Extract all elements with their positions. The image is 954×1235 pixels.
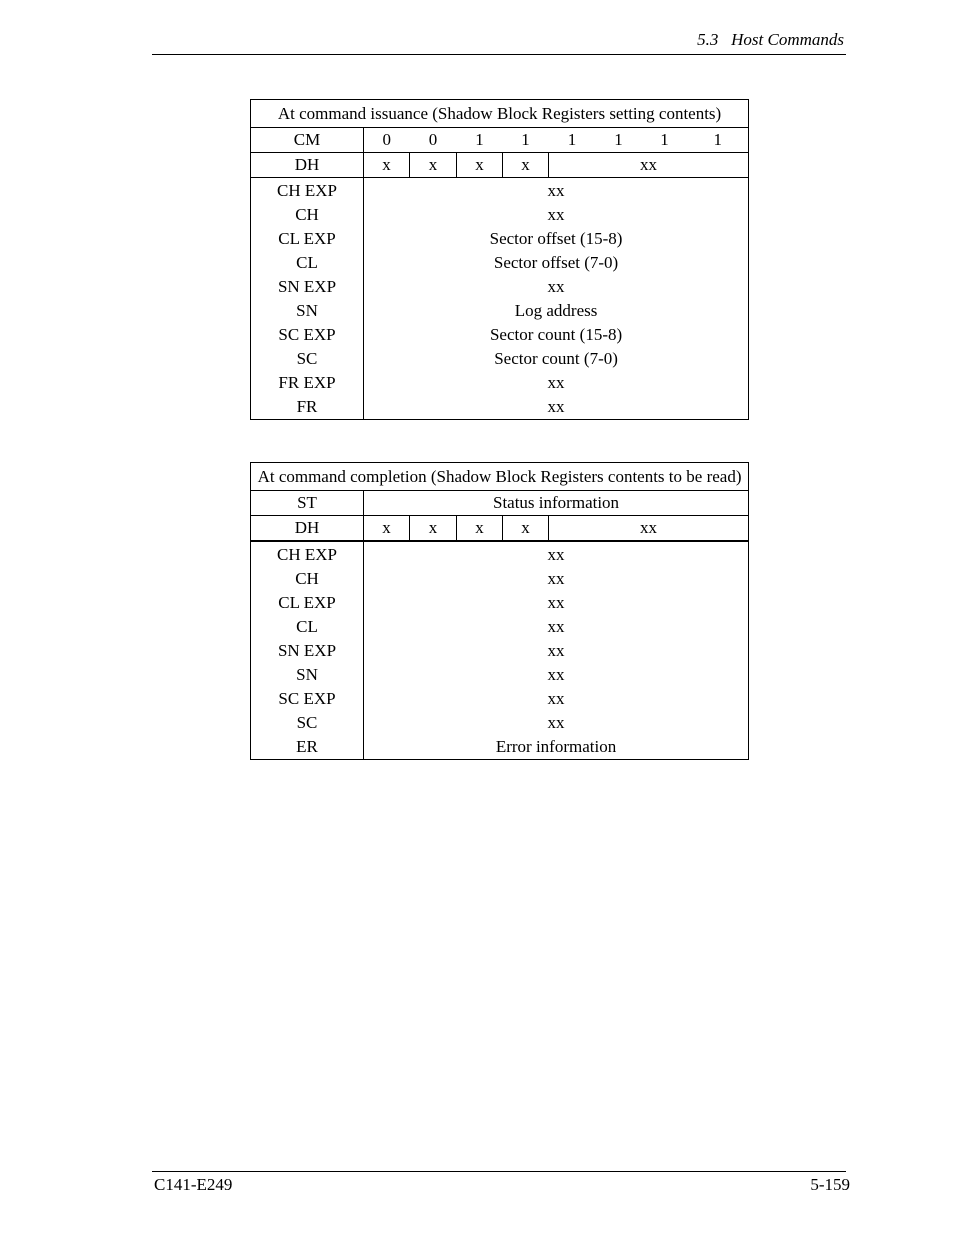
register-label: SN: [251, 663, 364, 687]
bit-value: 1: [596, 128, 642, 153]
table-caption: At command completion (Shadow Block Registers contents to be read): [251, 463, 749, 491]
bit-group-value: xx: [549, 516, 749, 542]
bit-value: x: [457, 516, 503, 542]
bit-value: 0: [364, 128, 410, 153]
bit-group-value: xx: [549, 153, 749, 178]
register-label: CH EXP: [251, 541, 364, 567]
table-caption: At command issuance (Shadow Block Registers setting contents): [251, 100, 749, 128]
register-row: [251, 275, 749, 299]
register-label: CL: [251, 251, 364, 275]
completion-register-table: [250, 462, 749, 760]
issuance-register-table: [250, 99, 749, 420]
bit-value: 1: [457, 128, 503, 153]
register-label: DH: [251, 153, 364, 178]
register-value: xx: [364, 687, 749, 711]
page-number: 5-159: [810, 1175, 850, 1194]
register-value: xx: [364, 203, 749, 227]
register-value: xx: [364, 615, 749, 639]
register-label: SN EXP: [251, 275, 364, 299]
register-row: [251, 395, 749, 420]
register-label: CL EXP: [251, 591, 364, 615]
st-row: [251, 491, 749, 516]
dh-row: [251, 516, 749, 542]
register-row: [251, 711, 749, 735]
register-label: DH: [251, 516, 364, 542]
bit-value: x: [364, 153, 410, 178]
register-label: CM: [251, 128, 364, 153]
bit-value: 1: [503, 128, 549, 153]
register-label: SN: [251, 299, 364, 323]
register-label: ST: [251, 491, 364, 516]
register-value: Sector offset (15-8): [364, 227, 749, 251]
register-row: [251, 251, 749, 275]
bit-value: x: [410, 516, 457, 542]
bit-value: 1: [549, 128, 596, 153]
register-label: SC EXP: [251, 687, 364, 711]
dh-row: [251, 153, 749, 178]
register-value: xx: [364, 395, 749, 420]
register-row: [251, 735, 749, 760]
register-label: SN EXP: [251, 639, 364, 663]
register-row: [251, 567, 749, 591]
bit-value: x: [364, 516, 410, 542]
bit-value: 0: [410, 128, 457, 153]
register-value: xx: [364, 541, 749, 567]
register-label: SC: [251, 347, 364, 371]
register-row: [251, 591, 749, 615]
register-row: [251, 371, 749, 395]
register-row: [251, 178, 749, 204]
register-label: SC: [251, 711, 364, 735]
register-row: [251, 639, 749, 663]
document-id: C141-E249: [154, 1175, 233, 1194]
bit-value: x: [503, 153, 549, 178]
cm-row: [251, 128, 749, 153]
register-value: Sector offset (7-0): [364, 251, 749, 275]
register-label: SC EXP: [251, 323, 364, 347]
register-value: xx: [364, 663, 749, 687]
register-label: CH: [251, 203, 364, 227]
bit-value: x: [410, 153, 457, 178]
register-label: CH: [251, 567, 364, 591]
register-row: [251, 541, 749, 567]
register-label: CH EXP: [251, 178, 364, 204]
register-label: FR EXP: [251, 371, 364, 395]
register-row: [251, 323, 749, 347]
register-label: ER: [251, 735, 364, 760]
bit-value: 1: [642, 128, 688, 153]
footer-rule: [152, 1171, 846, 1172]
register-row: [251, 687, 749, 711]
register-value: xx: [364, 639, 749, 663]
bit-value: x: [457, 153, 503, 178]
running-header: 5.3 Host Commands: [697, 30, 844, 49]
register-value: xx: [364, 371, 749, 395]
register-row: [251, 347, 749, 371]
register-row: [251, 203, 749, 227]
register-value: Sector count (15-8): [364, 323, 749, 347]
register-row: [251, 663, 749, 687]
bit-value: x: [503, 516, 549, 542]
header-rule: [152, 54, 846, 55]
register-value: Log address: [364, 299, 749, 323]
register-value: Sector count (7-0): [364, 347, 749, 371]
register-value: xx: [364, 275, 749, 299]
register-label: CL EXP: [251, 227, 364, 251]
register-value: Status information: [364, 491, 749, 516]
register-label: CL: [251, 615, 364, 639]
register-row: [251, 299, 749, 323]
register-value: xx: [364, 711, 749, 735]
register-value: Error information: [364, 735, 749, 760]
register-row: [251, 615, 749, 639]
register-label: FR: [251, 395, 364, 420]
bit-value: 1: [688, 128, 749, 153]
register-value: xx: [364, 591, 749, 615]
register-row: [251, 227, 749, 251]
register-value: xx: [364, 178, 749, 204]
register-value: xx: [364, 567, 749, 591]
